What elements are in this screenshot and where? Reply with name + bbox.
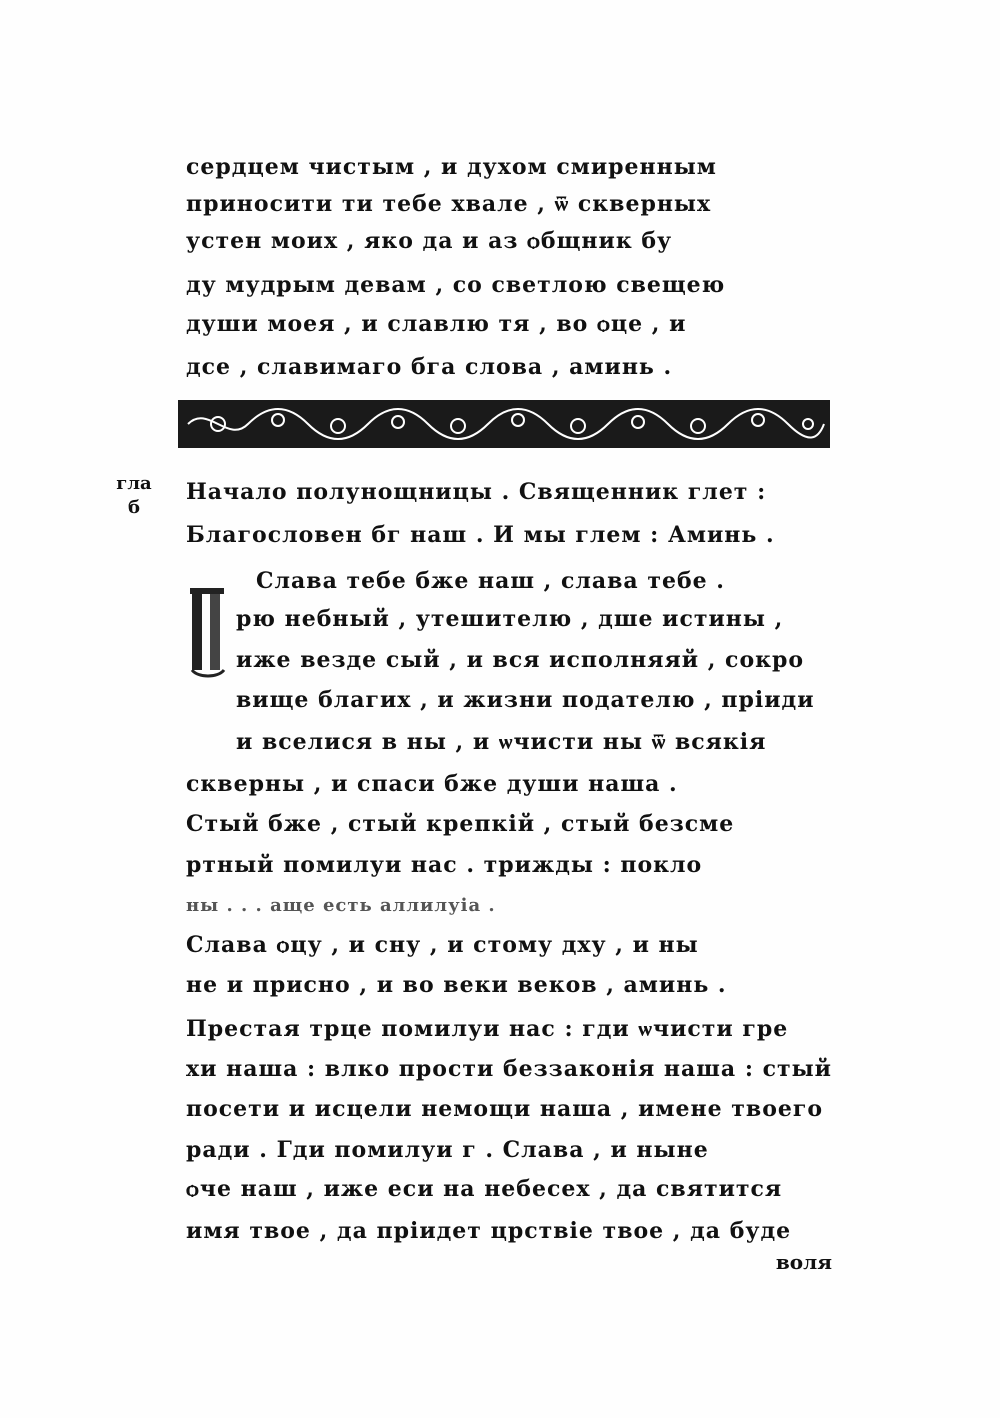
text-line: Слава тебе бже наш , слава тебе .	[256, 568, 725, 594]
text-line: не и присно , и во веки веков , аминь .	[186, 972, 727, 998]
text-line: рю небный , утешителю , дше истины ,	[236, 606, 784, 632]
text-line: ртный помилуи нас . трижды : покло	[186, 852, 703, 878]
ornamental-headpiece	[178, 400, 830, 448]
text-line: вище благих , и жизни подателю , прiиди	[236, 687, 815, 713]
text-line: скверны , и спаси бже души наша .	[186, 771, 678, 797]
text-line: приносити ти тебе хвале , ѿ скверных	[186, 191, 712, 217]
text-line: хи наша : влко прости беззаконiя наша : стый	[186, 1056, 833, 1082]
text-line: ѻче наш , иже еси на небесех , да святится	[186, 1176, 783, 1202]
text-line: Престая трце помилуи нас : гди ѡчисти гре	[186, 1016, 789, 1042]
margin-note	[104, 472, 164, 520]
text-line: имя твое , да прiидет црствiе твое , да буде	[186, 1218, 792, 1244]
text-line: сердцем чистым , и духом смиренным	[186, 154, 717, 180]
text-line: ду мудрым девам , со светлою свещею	[186, 272, 726, 298]
catchword: воля	[775, 1250, 832, 1274]
text-line: ны . . . аще есть аллилуiа .	[186, 895, 496, 916]
margin-note-line: б	[127, 497, 140, 518]
text-line: и вселися в ны , и ѡчисти ны ѿ всякiя	[236, 729, 767, 755]
text-line: ради . Гди помилуи г . Слава , и нынe	[186, 1137, 709, 1163]
section-heading: Начало полунощницы . Священник глет :	[186, 479, 767, 505]
text-line: дсе , славимаго бга слова , аминь .	[186, 354, 673, 380]
text-line: иже везде сый , и вся исполняяй , сокро	[236, 647, 805, 673]
text-line: посети и исцели немощи наша , имене твоего	[186, 1096, 824, 1122]
text-line: души моея , и славлю тя , во ѻце , и	[186, 311, 687, 337]
text-line: Благословен бг наш . И мы глем : Аминь .	[186, 522, 775, 548]
margin-note-line: гла	[116, 473, 152, 494]
text-line: Стый бже , стый крепкiй , стый безсме	[186, 811, 735, 837]
decorated-initial-letter	[188, 586, 228, 678]
text-line: Слава ѻцу , и сну , и стому дху , и ны	[186, 932, 699, 958]
text-line: устен моих , яко да и аз ѻбщник бу	[186, 228, 673, 254]
